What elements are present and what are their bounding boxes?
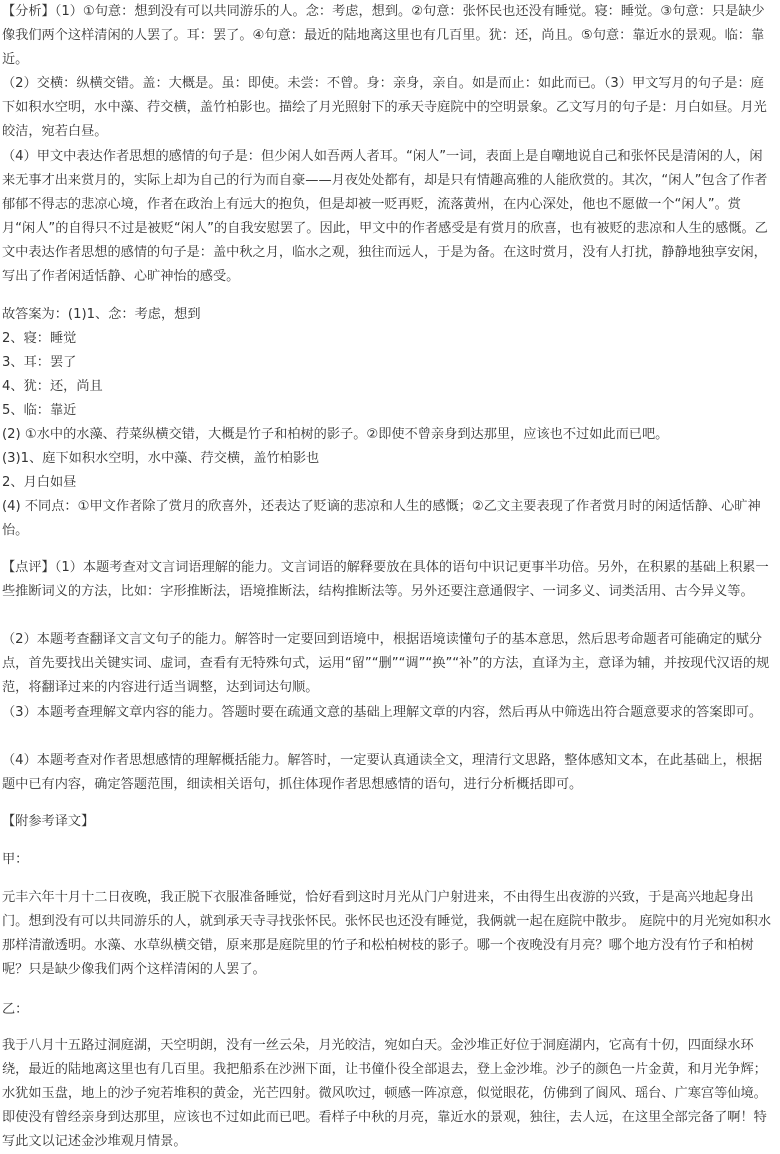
analysis-paragraph-2: （2）交横：纵横交错。盖：大概是。虽：即使。未尝：不曾。身：亲身，亲自。如是而止：如此而已。（3）甲文写月的句子是：庭下如积水空明，水中藻、荇交横，盖竹柏影也。描绘了月光照射下的承天寺庭院中的空明景象。乙文写月的句子是：月白如昼。月光皎洁，宛若白昼。 bbox=[2, 76, 767, 139]
answer-line-3: 3、耳：罢了 bbox=[2, 355, 77, 370]
translation-jia-text: 元丰六年十月十二日夜晚，我正脱下衣服准备睡觉，恰好看到这时月光从门户射进来，不由得生出夜游的兴致，于是高兴地起身出门。想到没有可以共同游乐的人，就到承天寺寻找张怀民。张怀民也还没有睡觉，我俩就一起在庭院中散步。 庭院中的月光宛如积水那样清澈透明。水藻、水草纵横交错，原来那是庭院里的竹子和松柏树枝的影子。哪一个夜晚没有月亮？哪个地方没有竹子和柏树呢？只是缺少像我们两个这样清闲的人罢了。 bbox=[2, 890, 772, 977]
answer-line-2: 2、寝：睡觉 bbox=[2, 331, 77, 346]
translation-jia-label: 甲： bbox=[2, 852, 29, 867]
comment-paragraph-3: （3）本题考查理解文章内容的能力。答题时要在疏通文意的基础上理解文章的内容，然后再从中筛选出符合题意要求的答案即可。 bbox=[2, 705, 763, 720]
answer-line-6: (2) ①水中的水藻、荇菜纵横交错，大概是竹子和柏树的影子。②即使不曾亲身到达那里，应该也不过如此而已吧。 bbox=[2, 427, 669, 442]
answer-line-4: 4、犹：还，尚且 bbox=[2, 379, 103, 394]
comment-text-1: （1）本题考查对文言词语理解的能力。文言词语的解释要放在具体的语句中识记更事半功倍。另外，在积累的基础上积累一些推断词义的方法，比如：字形推断法，语境推断法，结构推断法等。另外还要注意通假字、一词多义、词类活用、古今异义等。 bbox=[2, 560, 769, 599]
translation-yi-label: 乙： bbox=[2, 1002, 29, 1017]
analysis-text-1: （1）①句意：想到没有可以共同游乐的人。念：考虑，想到。②句意：张怀民也还没有睡觉。寝：睡觉。③句意：只是缺少像我们两个这样清闲的人罢了。耳：罢了。④句意：最近的陆地离这里也有几百里。犹：还，尚且。⑤句意：靠近水的景观。临：靠近。 bbox=[2, 4, 765, 67]
analysis-paragraph-3: （4）甲文中表达作者思想的感情的句子是：但少闲人如吾两人者耳。“闲人”一词，表面上是自嘲地说自己和张怀民是清闲的人，闲来无事才出来赏月的，实际上却为自己的行为而自豪——月夜处处都有，却是只有情趣高雅的人能欣赏的。其次，“闲人”包含了作者郁郁不得志的悲凉心境，作者在政治上有远大的抱负，但是却被一贬再贬，流落黄州，在内心深处，他也不愿做一个“闲人”。赏月“闲人”的自得只不过是被贬“闲人”的自我安慰罢了。因此，甲文中的作者感受是有赏月的欣喜，也有被贬的悲凉和人生的感慨。乙文中表达作者思想的感情的句子是：盖中秋之月，临水之观，独往而远人，于是为备。在这时赏月，没有人打扰，静静地独享安闲，写出了作者闲适恬静、心旷神怡的感受。 bbox=[2, 149, 768, 284]
comment-paragraph-1 bbox=[2, 556, 772, 604]
comment-paragraph-2: （2）本题考查翻译文言文句子的能力。解答时一定要回到语境中，根据语境读懂句子的基本意思，然后思考命题者可能确定的赋分点，首先要找出关键实词、虚词，查看有无特殊句式，运用“留”“删”“调”“换”“补”的方法，直译为主，意译为辅，并按现代汉语的规范，将翻译过来的内容进行适当调整，达到词达句顺。 bbox=[2, 632, 770, 695]
answer-line-5: 5、临：靠近 bbox=[2, 403, 77, 418]
translation-yi-text: 我于八月十五路过洞庭湖，天空明朗，没有一丝云朵，月光皎洁，宛如白天。金沙堆正好位于洞庭湖内，它高有十仞，四面绿水环绕，最近的陆地离这里也有几百里。我把船系在沙洲下面，让书僮仆役全部退去，登上金沙堆。沙子的颜色一片金黄，和月光争辉；水犹如玉盘，地上的沙子宛若堆积的黄金，光芒四射。微风吹过，顿感一阵凉意，似觉眼花，仿佛到了阆风、瑶台、广寒宫等仙境。即使没有曾经亲身到达那里，应该也不过如此而已吧。看样子中秋的月亮，靠近水的景观，独往，去人远，在这里全部完备了啊！特写此文以记述金沙堆观月情景。 bbox=[2, 1038, 767, 1149]
comment-paragraph-4: （4）本题考查对作者思想感情的理解概括能力。解答时，一定要认真通读全文，理清行文思路，整体感知文本，在此基础上，根据题中已有内容，确定答题范围，细读相关语句，抓住体现作者思想感情的语句，进行分析概括即可。 bbox=[2, 753, 763, 792]
comment-label: 【点评】 bbox=[2, 560, 55, 575]
answer-line-8: 2、月白如昼 bbox=[2, 475, 77, 490]
answer-line-9: (4) 不同点：①甲文作者除了赏月的欣喜外，还表达了贬谪的悲凉和人生的感慨；②乙文主要表现了作者赏月时的闲适恬静、心旷神怡。 bbox=[2, 499, 761, 538]
analysis-label: 【分析】 bbox=[2, 4, 55, 19]
answer-line-1: 故答案为：(1)1、念：考虑，想到 bbox=[2, 307, 201, 322]
answer-line-7: (3)1、庭下如积水空明，水中藻、荇交横，盖竹柏影也 bbox=[2, 451, 320, 466]
analysis-paragraph-1 bbox=[2, 0, 772, 72]
translation-heading: 【附参考译文】 bbox=[2, 814, 95, 829]
